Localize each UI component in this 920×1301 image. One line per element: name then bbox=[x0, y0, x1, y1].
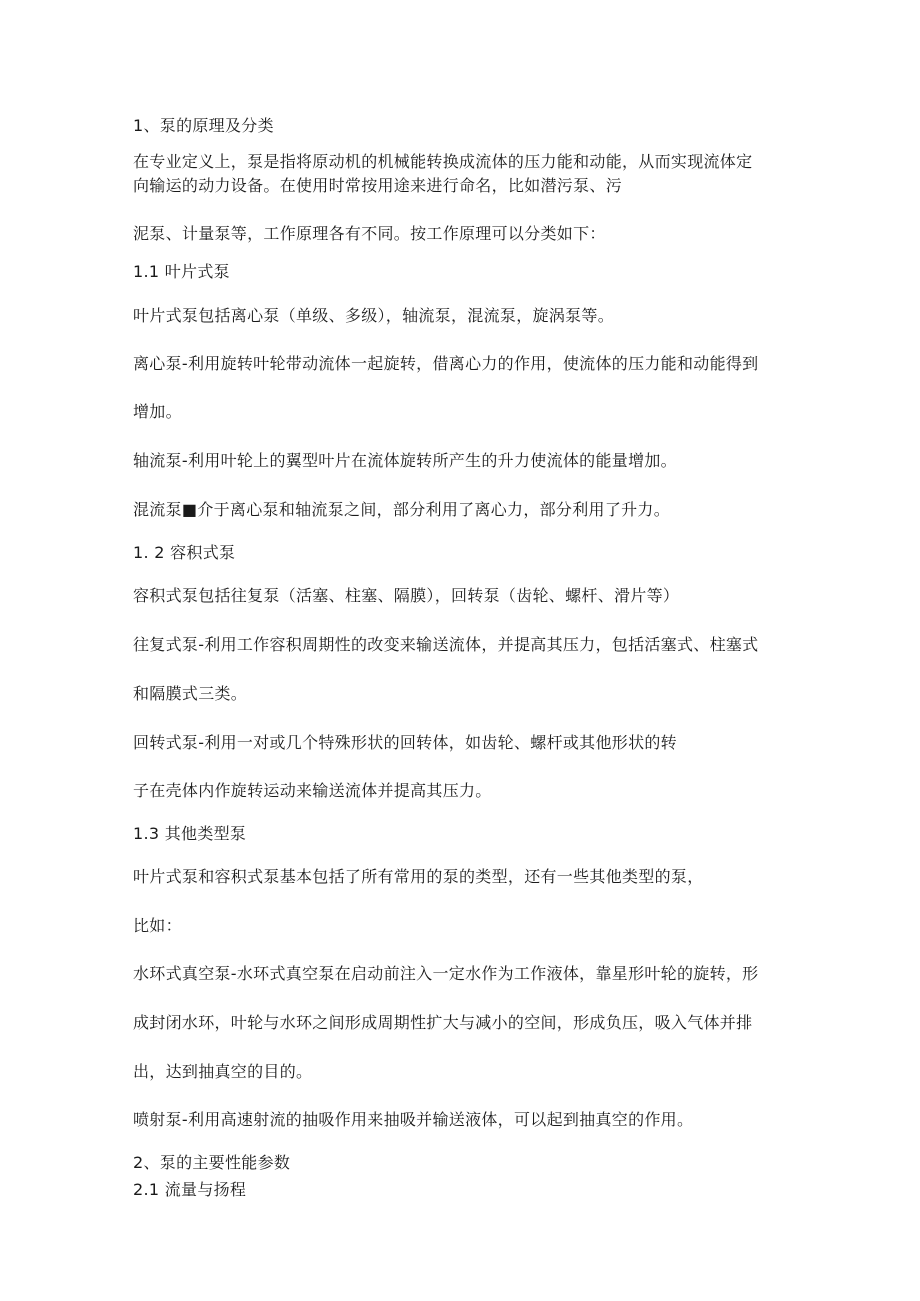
paragraph-line: 水环式真空泵-水环式真空泵在启动前注入一定水作为工作液体，靠星形叶轮的旋转，形 bbox=[133, 964, 759, 983]
paragraph-line: 比如： bbox=[133, 916, 182, 935]
paragraph-line: 子在壳体内作旋转运动来输送流体并提高其压力。 bbox=[133, 781, 492, 800]
paragraph-line: 叶片式泵包括离心泵（单级、多级），轴流泵，混流泵，旋涡泵等。 bbox=[133, 306, 615, 325]
paragraph-line: 容积式泵包括往复泵（活塞、柱塞、隔膜），回转泵（齿轮、螺杆、滑片等） bbox=[133, 586, 680, 605]
paragraph-line: 出，达到抽真空的目的。 bbox=[133, 1062, 313, 1081]
paragraph-line: 离心泵-利用旋转叶轮带动流体一起旋转，借离心力的作用，使流体的压力能和动能得到 bbox=[133, 354, 759, 373]
paragraph-line: 回转式泵-利用一对或几个特殊形状的回转体，如齿轮、螺杆或其他形状的转 bbox=[133, 733, 677, 752]
section-heading-1-1: 1.1 叶片式泵 bbox=[133, 262, 230, 281]
paragraph-line: 喷射泵-利用高速射流的抽吸作用来抽吸并输送液体，可以起到抽真空的作用。 bbox=[133, 1110, 694, 1129]
paragraph-line: 成封闭水环，叶轮与水环之间形成周期性扩大与减小的空间，形成负压，吸入气体并排 bbox=[133, 1013, 753, 1032]
paragraph-line: 叶片式泵和容积式泵基本包括了所有常用的泵的类型，还有一些其他类型的泵， bbox=[133, 867, 704, 886]
paragraph-line: 泥泵、计量泵等，工作原理各有不同。按工作原理可以分类如下： bbox=[133, 224, 606, 243]
section-heading-2: 2、泵的主要性能参数 bbox=[133, 1153, 291, 1172]
paragraph-line: 混流泵■介于离心泵和轴流泵之间，部分利用了离心力，部分利用了升力。 bbox=[133, 500, 671, 519]
paragraph-line: 向输运的动力设备。在使用时常按用途来进行命名，比如潜污泵、污 bbox=[133, 176, 623, 195]
section-heading-1-2: 1. 2 容积式泵 bbox=[133, 543, 236, 562]
section-heading-1: 1、泵的原理及分类 bbox=[133, 116, 274, 135]
paragraph-line: 往复式泵-利用工作容积周期性的改变来输送流体，并提高其压力，包括活塞式、柱塞式 bbox=[133, 635, 759, 654]
section-heading-1-3: 1.3 其他类型泵 bbox=[133, 824, 247, 843]
paragraph-line: 增加。 bbox=[133, 402, 182, 421]
paragraph-line: 轴流泵-利用叶轮上的翼型叶片在流体旋转所产生的升力使流体的能量增加。 bbox=[133, 451, 677, 470]
paragraph-line: 和隔膜式三类。 bbox=[133, 684, 248, 703]
section-heading-2-1: 2.1 流量与扬程 bbox=[133, 1180, 247, 1199]
paragraph-line: 在专业定义上，泵是指将原动机的机械能转换成流体的压力能和动能，从而实现流体定 bbox=[133, 152, 753, 171]
